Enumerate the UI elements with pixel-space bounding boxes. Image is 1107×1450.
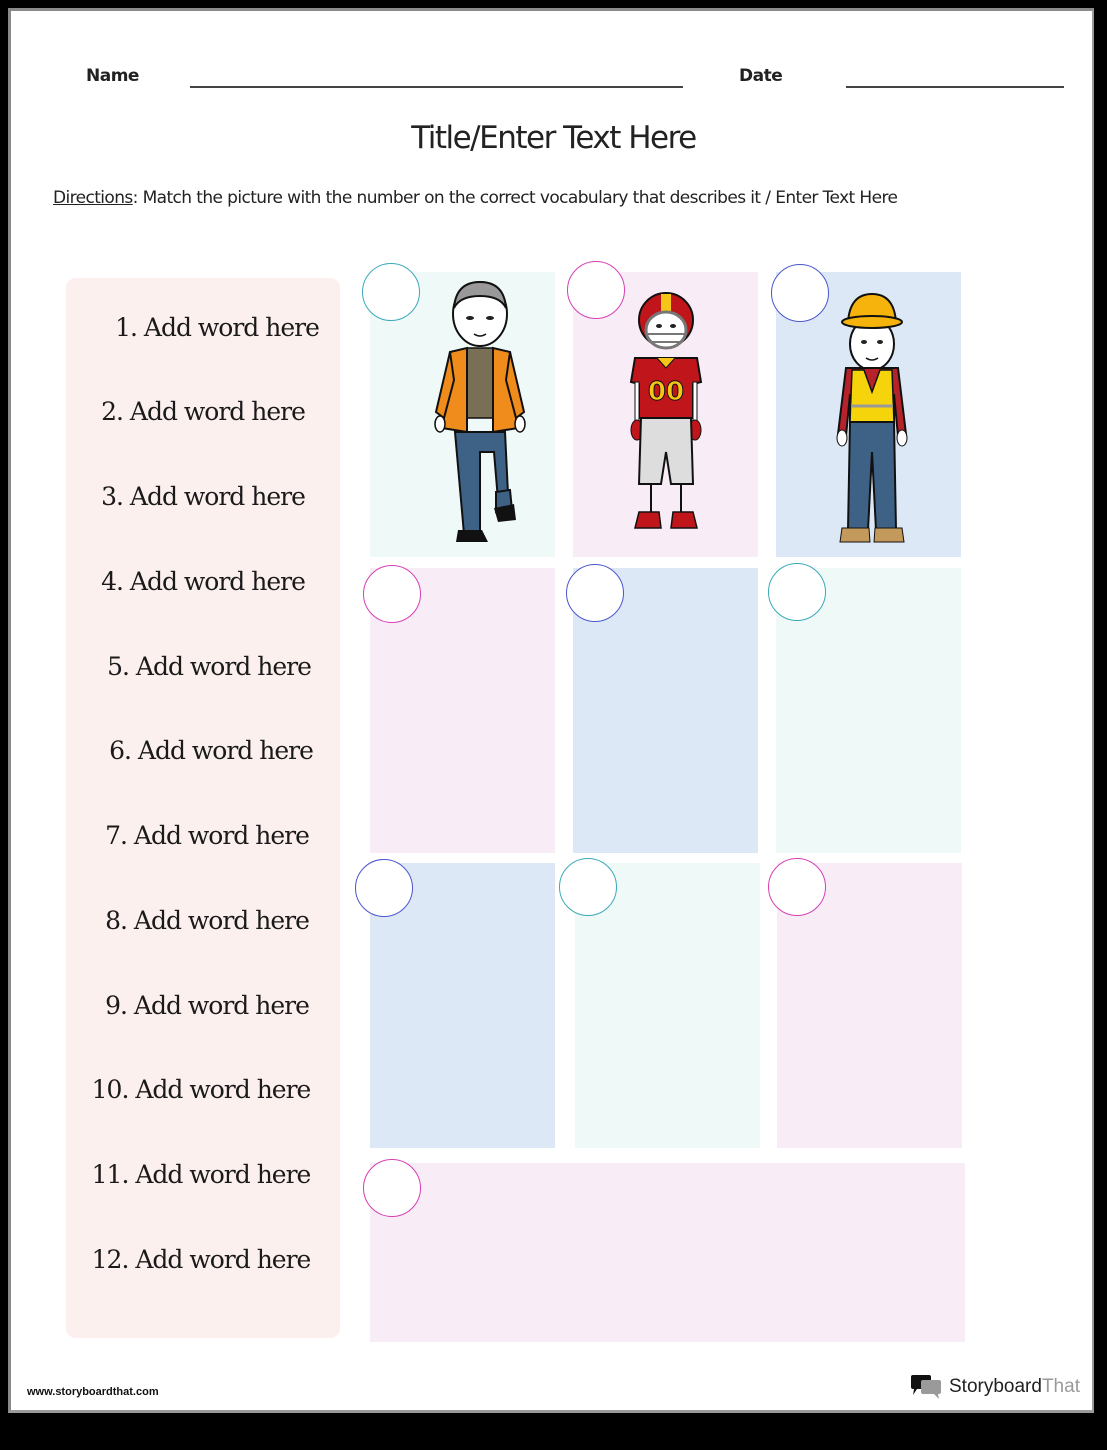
directions-label: Directions [53,188,133,208]
directions-text: : Match the picture with the number on the correct vocabulary that describes it / Enter Text Here [132,188,898,208]
word-item-10: 10. Add word here [91,1075,311,1104]
answer-circle-8[interactable] [559,858,617,916]
answer-circle-4[interactable] [363,565,421,623]
answer-circle-7[interactable] [355,859,413,917]
word-item-9: 9. Add word here [105,991,309,1020]
svg-text:00: 00 [647,377,685,407]
answer-circle-1[interactable] [362,263,420,321]
answer-circle-10[interactable] [363,1159,421,1217]
footer-url: www.storyboardthat.com [27,1386,159,1398]
word-item-2: 2. Add word here [101,397,305,426]
answer-circle-9[interactable] [768,858,826,916]
date-label: Date [739,66,783,86]
word-item-12: 12. Add word here [91,1245,311,1274]
word-item-1: 1. Add word here [115,313,319,342]
name-label: Name [86,66,139,86]
word-item-6: 6. Add word here [109,736,313,765]
word-item-3: 3. Add word here [101,482,305,511]
picture-cell-10-wide[interactable] [370,1163,965,1342]
brand-secondary: That [1041,1376,1080,1397]
speech-bubbles-icon [909,1374,943,1400]
storyboardthat-logo [909,1374,1080,1400]
directions [53,186,973,211]
name-field-line[interactable] [190,86,683,88]
answer-circle-3[interactable] [771,264,829,322]
answer-circle-2[interactable] [567,261,625,319]
answer-circle-5[interactable] [566,564,624,622]
word-item-11: 11. Add word here [91,1160,311,1189]
word-item-7: 7. Add word here [105,821,309,850]
word-item-8: 8. Add word here [105,906,309,935]
word-item-4: 4. Add word here [101,567,305,596]
brand-primary: Storyboard [949,1376,1042,1397]
page-title: Title/Enter Text Here [411,120,696,156]
word-item-5: 5. Add word here [107,652,311,681]
answer-circle-6[interactable] [768,563,826,621]
date-field-line[interactable] [846,86,1064,88]
